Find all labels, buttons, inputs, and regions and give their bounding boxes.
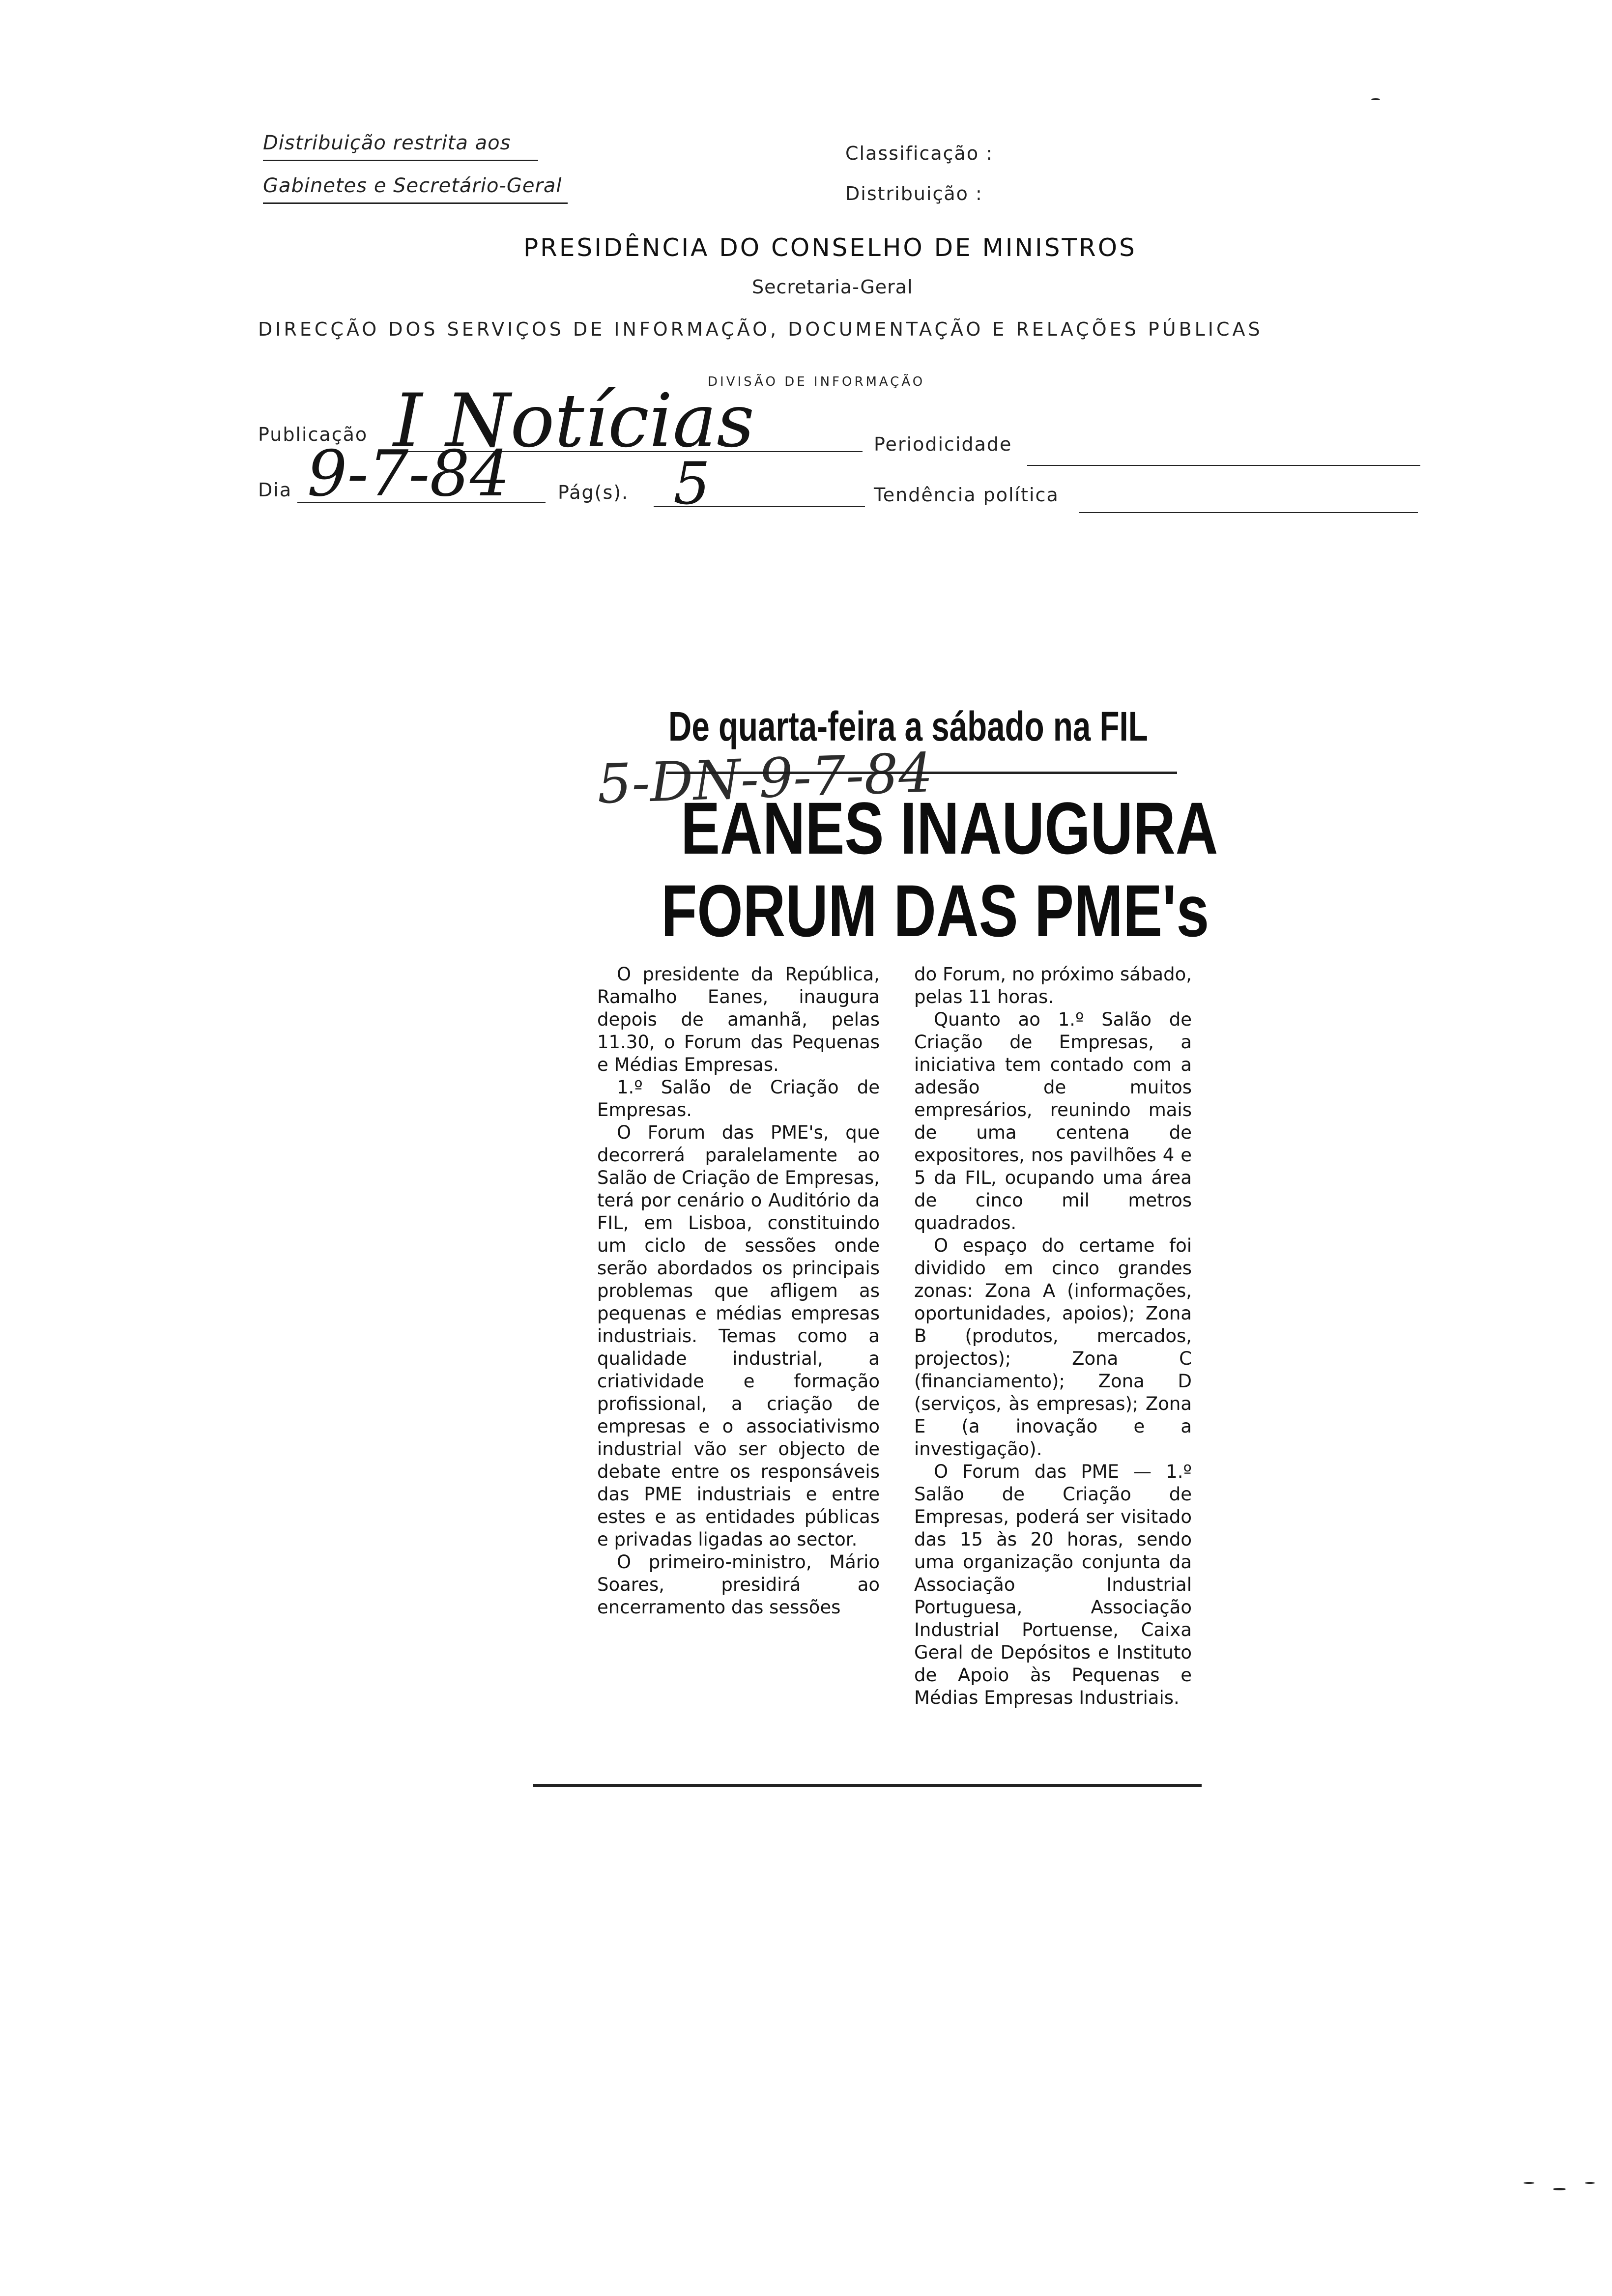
article-column-left: [597, 963, 880, 1619]
day-handwritten-value: 9-7-84: [307, 437, 510, 511]
distribution-note-line1: Distribuição restrita aos: [263, 132, 511, 154]
scan-speck: [1585, 2182, 1595, 2184]
scan-speck: [1553, 2188, 1566, 2190]
clipping-kicker: De quarta-feira a sábado na FIL: [668, 703, 1148, 749]
periodicity-label: Periodicidade: [874, 433, 1012, 455]
scan-speck: [1371, 98, 1380, 100]
paragraph: O espaço do certame foi dividido em cinco grandes zonas: Zona A (informações, oportunidades, apoios); Zona B (produtos, mercados, projectos); Zona C (financiamento); Zona D (serviços, às empresas); Zona E (a inovação e a investigação).: [914, 1235, 1192, 1460]
newspaper-clipping: [533, 688, 1221, 1813]
paragraph: O presidente da República, Ramalho Eanes, inaugura depois de amanhã, pelas 11.30, o Forum das Pequenas e Médias Empresas.: [597, 964, 880, 1075]
paragraph: do Forum, no próximo sábado, pelas 11 horas.: [914, 964, 1192, 1007]
headline-line1: EANES INAUGURA: [681, 787, 1218, 869]
secretariat-title: Secretaria-Geral: [752, 276, 913, 298]
division-title: DIVISÃO DE INFORMAÇÃO: [708, 374, 925, 389]
paragraph: O Forum das PME — 1.º Salão de Criação de Empresas, poderá ser visitado das 15 às 20 horas, sendo uma organização conjunta da Associação Industrial Portuguesa, Associação Industrial Portuense, Caixa Geral de Depósitos e Instituto de Apoio às Pequenas e Médias Empresas Industriais.: [914, 1461, 1192, 1708]
publication-handwritten-value: I Notícias: [393, 378, 755, 464]
paragraph: O Forum das PME's, que decorrerá paralelamente ao Salão de Criação de Empresas, terá por cenário o Auditório da FIL, em Lisboa, constituindo um ciclo de sessões onde serão abordados os principais problemas que afligem as pequenas e médias empresas industriais. Temas como a qualidade industrial, a criatividade e formação profissional, a criação de empresas e o associativismo industrial vão ser objecto de debate entre os responsáveis das PME industriais e entre estes e as entidades públicas e privadas ligadas ao sector.: [597, 1122, 880, 1550]
scan-speck: [1524, 2182, 1534, 2184]
tendency-line: [1079, 512, 1418, 513]
directorate-title: DIRECÇÃO DOS SERVIÇOS DE INFORMAÇÃO, DOCUMENTAÇÃO E RELAÇÕES PÚBLICAS: [258, 318, 1263, 340]
pages-handwritten-value: 5: [673, 450, 711, 517]
publication-label: Publicação: [258, 424, 368, 445]
headline-line2: FORUM DAS PME's: [661, 869, 1209, 952]
tendency-label: Tendência política: [874, 484, 1059, 506]
classification-label: Classificação :: [845, 143, 993, 164]
institution-title: PRESIDÊNCIA DO CONSELHO DE MINISTROS: [523, 233, 1137, 262]
underline-distribution-2: [263, 202, 568, 204]
distribution-note-line2: Gabinetes e Secretário-Geral: [263, 174, 562, 197]
paragraph: 1.º Salão de Criação de Empresas.: [597, 1077, 880, 1120]
handwritten-source-note: 5-DN-9-7-84: [596, 741, 934, 816]
paragraph: O primeiro-ministro, Mário Soares, presidirá ao encerramento das sessões: [597, 1551, 880, 1618]
pages-label: Pág(s).: [558, 482, 629, 503]
day-label: Dia: [258, 479, 292, 501]
periodicity-line: [1027, 465, 1420, 466]
paragraph: Quanto ao 1.º Salão de Criação de Empresas, a iniciativa tem contado com a adesão de muitos empresários, reunindo mais de uma centena de expositores, nos pavilhões 4 e 5 da FIL, ocupando uma área de cinco mil metros quadrados.: [914, 1009, 1192, 1234]
distribution-label: Distribuição :: [845, 183, 983, 204]
article-column-right: [914, 963, 1192, 1709]
clipping-bottom-rule: [533, 1784, 1202, 1787]
underline-distribution-1: [263, 160, 538, 161]
